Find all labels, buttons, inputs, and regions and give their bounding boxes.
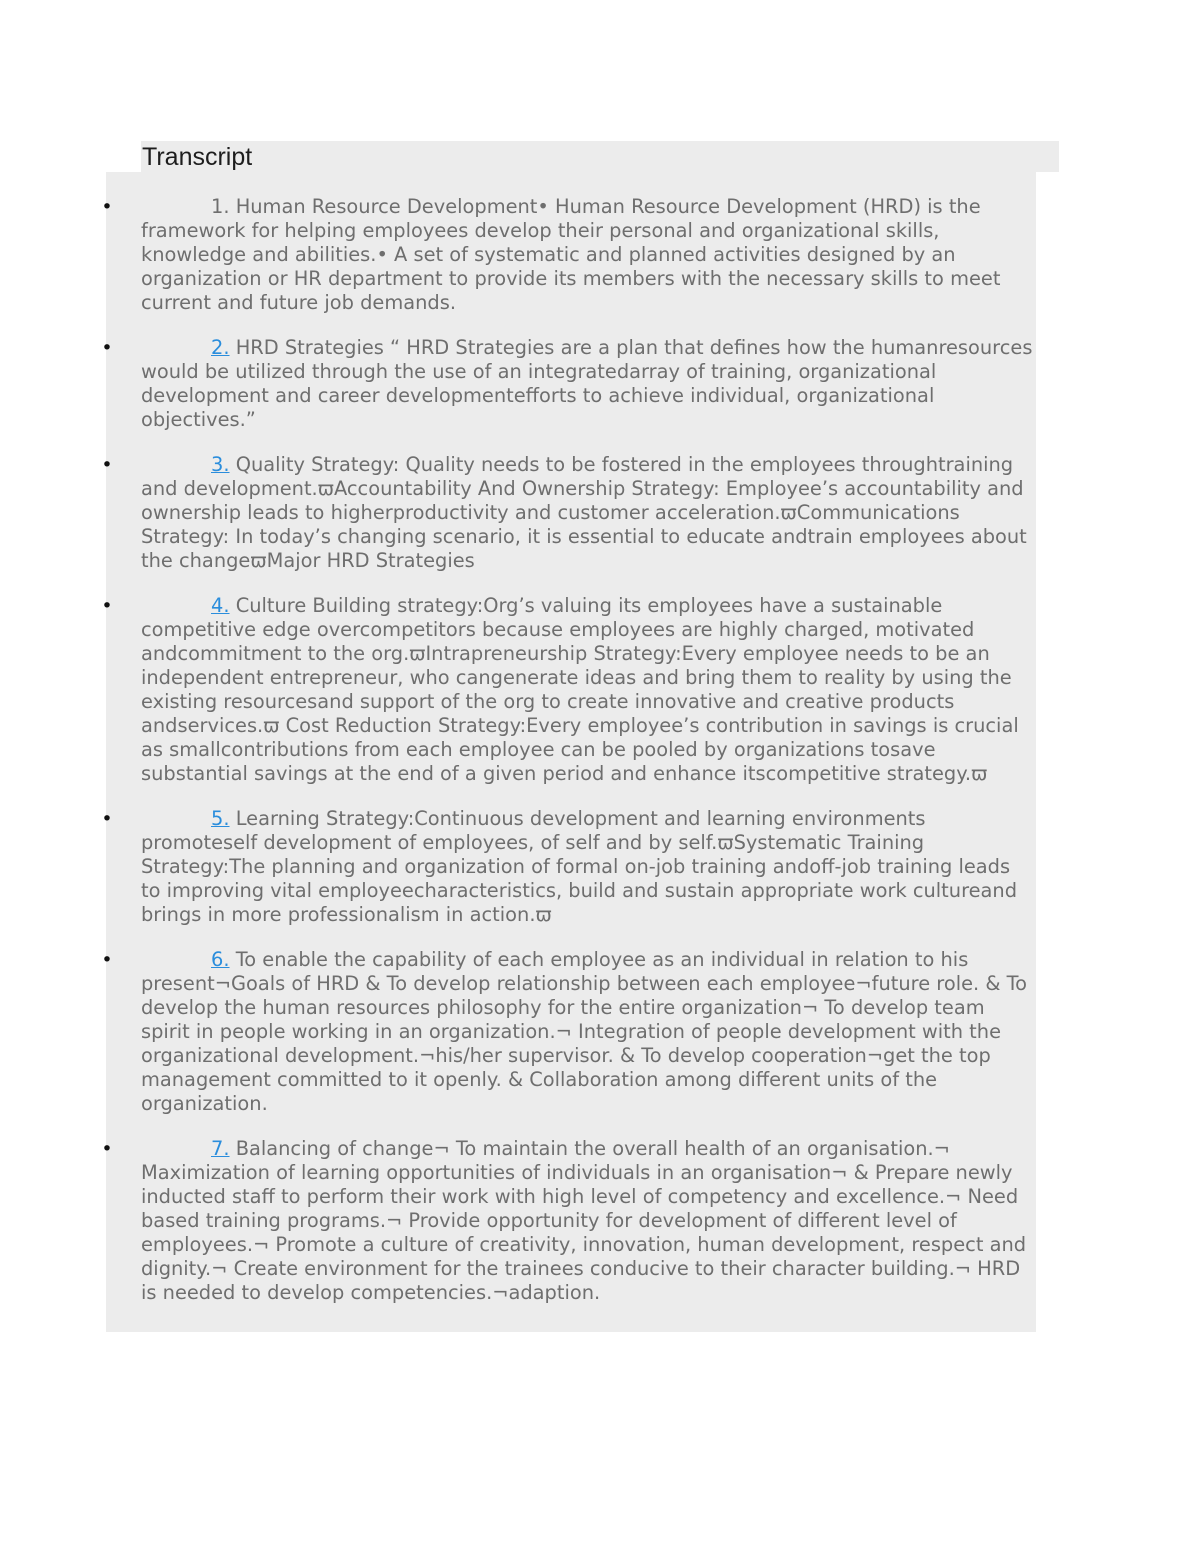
item-text: To enable the capability of each employee as an individual in relation to his present¬Goals of HRD & To develop relationship between each employee¬future role. & To develop the human resources philosophy for the entire organization¬ To develop team spirit in people working in an organization.¬ Integration of people development with the organizational development.¬his/her supervisor. & To develop cooperation¬get the top management committed to it openly. & Collaboration among different units of the organization. — [141, 948, 1028, 1115]
bullet-icon: • — [101, 454, 113, 476]
transcript-item — [0, 195, 1034, 315]
item-text: Culture Building strategy:Org’s valuing its employees have a sustainable competitive edge overcompetitors because employees are highly charged, motivated andcommitment to the org.ϖIntrapreneurship Strategy:Every employee needs to be an independent entrepreneur, who cangenerate ideas and bring them to reality by using the existing resourcesand support of the org to create innovative and creative products andservices.ϖ Cost Reduction Strategy:Every employee’s contribution in savings is crucial as smallcontributions from each employee can be pooled by organizations tosave substantial savings at the end of a given period and enhance itscompetitive strategy.ϖ — [141, 594, 1019, 785]
transcript-item — [0, 336, 1034, 432]
item-text: Human Resource Development• Human Resource Development (HRD) is the framework for helping employees develop their personal and organizational skills, knowledge and abilities.• A set of systematic and planned activities designed by an organization or HR department to provide its members with the necessary skills to meet current and future job demands. — [141, 195, 1001, 314]
bullet-icon: • — [101, 808, 113, 830]
bullet-icon: • — [101, 337, 113, 359]
bullet-icon: • — [101, 949, 113, 971]
item-text: Quality Strategy: Quality needs to be fostered in the employees throughtraining and development.ϖAccountability And Ownership Strategy: Employee’s accountability and ownership leads to higherproductivity and customer acceleration.ϖCommunications Strategy: In today’s changing scenario, it is essential to educate andtrain employees about the changeϖMajor HRD Strategies — [141, 453, 1027, 572]
bullet-icon: • — [101, 595, 113, 617]
transcript-item — [0, 807, 1034, 927]
item-text: Learning Strategy:Continuous development and learning environments promoteself development of employees, of self and by self.ϖSystematic Training Strategy:The planning and organization of formal on-job training andoff-job training leads to improving vital employeecharacteristics, build and sustain appropriate work cultureand brings in more professionalism in action.ϖ — [141, 807, 1018, 926]
title-background — [141, 141, 1059, 172]
item-number-link[interactable]: 7. — [211, 1137, 230, 1160]
item-number-link[interactable]: 5. — [211, 807, 230, 830]
item-number-link[interactable]: 6. — [211, 948, 230, 971]
transcript-item — [0, 594, 1034, 786]
item-number: 1. — [211, 195, 230, 218]
item-text: HRD Strategies “ HRD Strategies are a plan that defines how the humanresources would be utilized through the use of an integratedarray of training, organizational development and career developmentefforts to achieve individual, organizational objectives.” — [141, 336, 1033, 431]
item-number-link[interactable]: 4. — [211, 594, 230, 617]
transcript-list — [0, 195, 1200, 1326]
bullet-icon: • — [101, 196, 113, 218]
page-title: Transcript — [142, 143, 253, 171]
bullet-icon: • — [101, 1138, 113, 1160]
transcript-item — [0, 1137, 1034, 1305]
item-number-link[interactable]: 3. — [211, 453, 230, 476]
transcript-item — [0, 948, 1034, 1116]
item-text: Balancing of change¬ To maintain the overall health of an organisation.¬ Maximization of learning opportunities of individuals in an organisation¬ & Prepare newly inducted staff to perform their work with high level of competency and excellence.¬ Need based training programs.¬ Provide opportunity for development of different level of employees.¬ Promote a culture of creativity, innovation, human development, respect and dignity.¬ Create environment for the trainees conducive to their character building.¬ HRD is needed to develop competencies.¬adaption. — [141, 1137, 1027, 1304]
transcript-item — [0, 453, 1034, 573]
item-number-link[interactable]: 2. — [211, 336, 230, 359]
